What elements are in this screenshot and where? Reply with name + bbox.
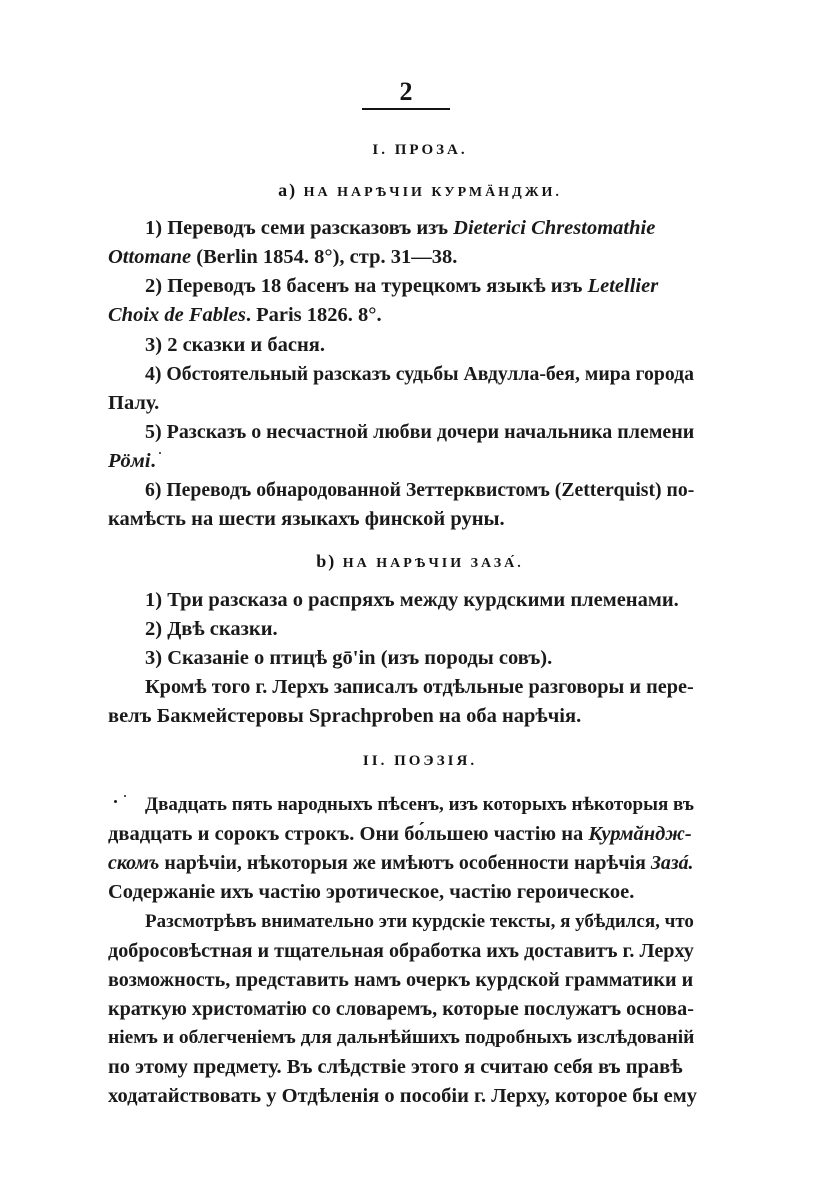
text-run: Курмӑндж-: [588, 823, 692, 845]
print-speck: [159, 452, 161, 454]
text-line: [145, 615, 700, 643]
text-run: Choix de Fables: [108, 304, 246, 326]
text-run: скомъ: [108, 852, 160, 874]
text-run: Двадцать пять народныхъ пѣсенъ, изъ которыхъ нѣкоторыя въ: [145, 794, 694, 815]
text-run: 1) Три разсказа о распряхъ между курдскими племенами.: [145, 589, 679, 611]
text-run: Разсмотрѣвъ внимательно эти курдскіе тексты, я убѣдился, что: [145, 911, 694, 932]
text-run: возможность, представить намъ очеркъ курдской грамматики и: [108, 969, 694, 991]
text-line: [108, 301, 700, 329]
text-line: [108, 937, 700, 965]
text-run: по этому предмету. Въ слѣдствіе этого я считаю себя въ правѣ: [108, 1056, 683, 1078]
text-run: 3) Сказаніе о птицѣ gō'in (изъ породы совъ).: [145, 647, 553, 669]
text-run: 4) Обстоятельный разсказъ судьбы Авдулла-бея, мира города: [145, 363, 694, 385]
text-run: ходатайствовать у Отдѣленія о пособіи г. Лерху, которое бы ему: [108, 1085, 697, 1107]
text-run: .: [150, 450, 156, 472]
text-run: 3) 2 сказки и басня.: [145, 334, 325, 356]
text-run: ніемъ и облегченіемъ для дальнѣйшихъ подробныхъ изслѣдованій: [108, 1027, 695, 1048]
subsection-title: НА НАРѢЧІИ КУРМӒНДЖИ.: [303, 185, 562, 200]
text-run: 2) Переводъ 18 басенъ на турецкомъ языкѣ изъ: [145, 275, 588, 297]
text-line: [145, 908, 700, 936]
text-run: камѣсть на шести языкахъ финской руны.: [108, 508, 505, 530]
text-line: [145, 476, 700, 504]
text-line: [108, 849, 700, 877]
text-line: [145, 673, 700, 701]
text-run: нарѣчіи, нѣкоторыя же имѣютъ особенности нарѣчія: [159, 852, 651, 874]
print-speck: [124, 795, 126, 797]
section-heading-poetry: II. ПОЭЗІЯ.: [362, 753, 478, 769]
text-run: 2) Двѣ сказки.: [145, 618, 278, 640]
text-line: [108, 820, 700, 848]
text-line: [108, 966, 700, 994]
text-run: Палу.: [108, 392, 160, 414]
subsection-prefix: b): [316, 551, 337, 571]
text-run: добросовѣстная и тщательная обработка ихъ доставитъ г. Лерху: [108, 940, 694, 962]
subsection-heading-kurmandji: [0, 179, 840, 204]
text-line: [108, 243, 700, 271]
text-run: Рӧмі: [108, 450, 151, 472]
text-line: [108, 389, 700, 417]
text-line: [145, 644, 700, 672]
text-run: Зазá.: [650, 852, 694, 874]
text-line: [145, 214, 700, 242]
text-line: [145, 331, 700, 359]
print-speck: [114, 800, 117, 803]
text-line: [145, 791, 700, 819]
text-run: велъ Бакмейстеровы Sprachproben на оба нарѣчія.: [108, 705, 582, 727]
text-run: краткую христоматію со словаремъ, которые послужатъ основа-: [108, 998, 694, 1020]
text-line: [108, 505, 700, 533]
text-line: [108, 702, 700, 730]
text-run: Кромѣ того г. Лерхъ записалъ отдѣльные разговоры и пере-: [145, 676, 694, 698]
subsection-title: НА НАРѢЧІИ ЗАЗА́.: [342, 556, 524, 571]
text-run: Ottomane: [108, 246, 192, 268]
text-run: двадцать и сорокъ строкъ. Они бо́льшею частію на: [108, 823, 589, 845]
page-number-rule: [362, 108, 450, 110]
text-run: . Paris 1826. 8°.: [245, 304, 382, 326]
text-line: [108, 995, 700, 1023]
text-line: [145, 586, 700, 614]
page-number: 2: [399, 77, 413, 106]
text-run: Dieterici Chrestomathie: [453, 217, 656, 239]
text-line: [108, 878, 700, 906]
text-line: [145, 360, 700, 388]
text-line: [108, 1053, 700, 1081]
text-line: [145, 272, 700, 300]
page-number-block: [362, 77, 450, 110]
text-run: Letellier: [587, 275, 659, 297]
text-run: 5) Разсказъ о несчастной любви дочери начальника племени: [145, 421, 695, 443]
text-line: [108, 447, 700, 475]
subsection-prefix: a): [278, 180, 298, 200]
section-heading-prose: I. ПРОЗА.: [372, 142, 468, 158]
text-run: Содержаніе ихъ частію эротическое, частію героическое.: [108, 881, 635, 903]
text-run: 6) Переводъ обнародованной Зеттерквистомъ (Zetterquist) по-: [145, 479, 695, 501]
text-run: (Berlin 1854. 8°), стр. 31—38.: [191, 246, 458, 268]
subsection-heading-zaza: [0, 550, 840, 575]
text-line: [108, 1024, 700, 1052]
text-line: [108, 1082, 700, 1110]
text-line: [145, 418, 700, 446]
text-run: 1) Переводъ семи разсказовъ изъ: [145, 217, 454, 239]
